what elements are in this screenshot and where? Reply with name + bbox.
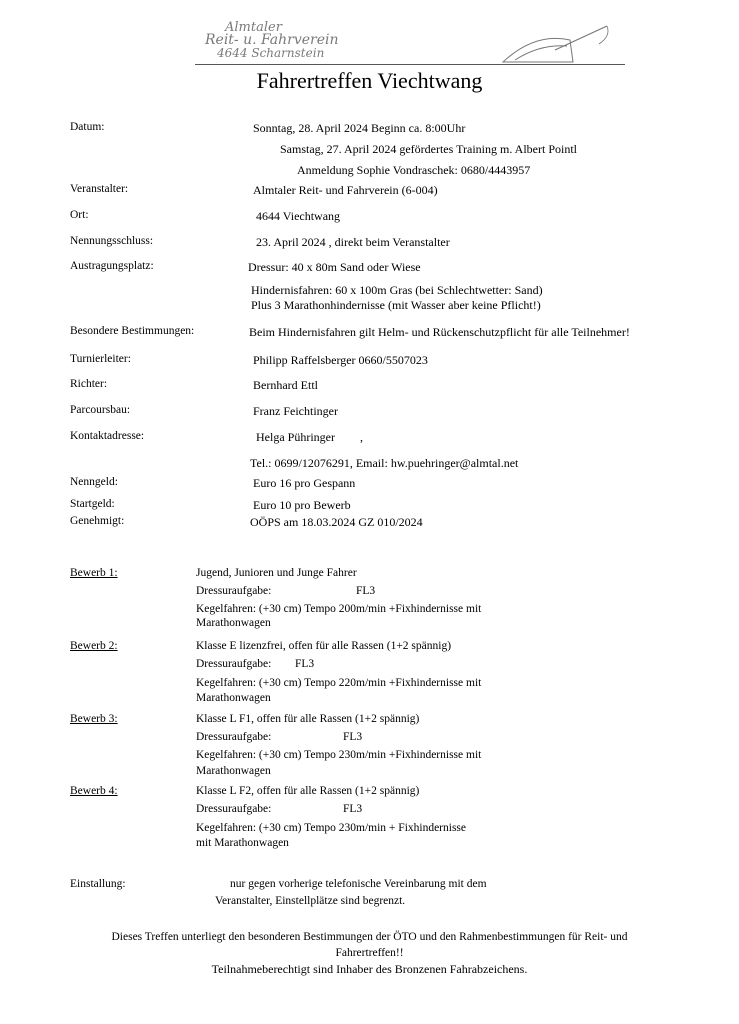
parcoursbau-label: Parcoursbau: <box>70 404 131 416</box>
bewerb-1-kegel-1: Kegelfahren: (+30 cm) Tempo 200m/min +Fixhindernisse mit <box>196 603 482 615</box>
bewerb-2-label: Bewerb 2: <box>70 640 118 652</box>
logo-text-line2: Reit- u. Fahrverein <box>205 32 339 48</box>
bewerb-2-kegel-1: Kegelfahren: (+30 cm) Tempo 220m/min +Fixhindernisse mit <box>196 677 482 689</box>
logo-text-line3: 4644 Scharnstein <box>217 46 325 60</box>
bewerb-4-label: Bewerb 4: <box>70 785 118 797</box>
nenngeld-label: Nenngeld: <box>70 476 118 488</box>
turnierleiter-value: Philipp Raffelsberger 0660/5507023 <box>253 353 428 367</box>
einstallung-value-1: nur gegen vorherige telefonische Vereinbarung mit dem <box>230 878 487 890</box>
turnierleiter-label: Turnierleiter: <box>70 353 131 365</box>
austragungsplatz-label: Austragungsplatz: <box>70 260 154 272</box>
nennungsschluss-label: Nennungsschluss: <box>70 235 154 247</box>
datum-label: Datum: <box>70 121 105 133</box>
datum-value-3: Anmeldung Sophie Vondraschek: 0680/4443957 <box>297 163 531 177</box>
startgeld-label: Startgeld: <box>70 498 115 510</box>
austragungsplatz-value-2: Hindernisfahren: 60 x 100m Gras (bei Schlechtwetter: Sand) <box>251 283 543 297</box>
header-divider <box>195 64 625 65</box>
bewerb-2-class: Klasse E lizenzfrei, offen für alle Rassen (1+2 spännig) <box>196 640 452 652</box>
carriage-whip-icon <box>495 22 615 64</box>
page-title: Fahrertreffen Viechtwang <box>256 68 483 93</box>
richter-value: Bernhard Ettl <box>253 378 318 392</box>
datum-value-2: Samstag, 27. April 2024 gefördertes Training m. Albert Pointl <box>280 142 577 156</box>
parcoursbau-value: Franz Feichtinger <box>253 404 338 418</box>
startgeld-value: Euro 10 pro Bewerb <box>253 498 351 512</box>
kontakt-value-phone-email: Tel.: 0699/12076291, Email: hw.puehringer@almtal.net <box>250 456 519 470</box>
genehmigt-label: Genehmigt: <box>70 515 125 527</box>
einstallung-label: Einstallung: <box>70 878 126 890</box>
besondere-value: Beim Hindernisfahren gilt Helm- und Rückenschutzpflicht für alle Teilnehmer! <box>249 325 630 339</box>
logo-text-line1: Almtaler <box>225 20 282 35</box>
kontakt-label: Kontaktadresse: <box>70 430 145 442</box>
bewerb-2-dressur-value: FL3 <box>295 658 315 670</box>
bewerb-4-kegel-2: mit Marathonwagen <box>196 837 289 849</box>
bewerb-4-dressur-value: FL3 <box>343 803 363 815</box>
bewerb-2-dressur-label: Dressuraufgabe: <box>196 658 272 670</box>
kontakt-value-name: Helga Pühringer <box>256 430 335 444</box>
nennungsschluss-value: 23. April 2024 , direkt beim Veranstalter <box>256 235 450 249</box>
austragungsplatz-value-3: Plus 3 Marathonhindernisse (mit Wasser aber keine Pflicht!) <box>251 298 541 312</box>
bewerb-3-dressur-label: Dressuraufgabe: <box>196 731 272 743</box>
footer-line-1: Dieses Treffen unterliegt den besonderen Bestimmungen der ÖTO und den Rahmenbestimmungen für Reit- und <box>111 931 628 943</box>
kontakt-value-separator: , <box>360 430 363 444</box>
bewerb-3-label: Bewerb 3: <box>70 713 118 725</box>
einstallung-value-2: Veranstalter, Einstellplätze sind begrenzt. <box>215 895 406 907</box>
veranstalter-value: Almtaler Reit- und Fahrverein (6-004) <box>253 183 438 197</box>
bewerb-1-dressur-label: Dressuraufgabe: <box>196 585 272 597</box>
bewerb-2-kegel-2: Marathonwagen <box>196 692 271 704</box>
footer-line-3: Teilnahmeberechtigt sind Inhaber des Bronzenen Fahrabzeichens. <box>211 962 528 976</box>
bewerb-4-kegel-1: Kegelfahren: (+30 cm) Tempo 230m/min + Fixhindernisse <box>196 822 467 834</box>
veranstalter-label: Veranstalter: <box>70 183 129 195</box>
bewerb-3-kegel-1: Kegelfahren: (+30 cm) Tempo 230m/min +Fixhindernisse mit <box>196 749 482 761</box>
bewerb-3-class: Klasse L F1, offen für alle Rassen (1+2 spännig) <box>196 713 420 725</box>
ort-label: Ort: <box>70 209 89 221</box>
bewerb-3-kegel-2: Marathonwagen <box>196 765 271 777</box>
club-logo <box>195 20 625 66</box>
ort-value: 4644 Viechtwang <box>256 209 341 223</box>
bewerb-3-dressur-value: FL3 <box>343 731 363 743</box>
nenngeld-value: Euro 16 pro Gespann <box>253 476 356 490</box>
richter-label: Richter: <box>70 378 108 390</box>
datum-value-1: Sonntag, 28. April 2024 Beginn ca. 8:00Uhr <box>253 121 466 135</box>
bewerb-4-class: Klasse L F2, offen für alle Rassen (1+2 spännig) <box>196 785 420 797</box>
besondere-label: Besondere Bestimmungen: <box>70 325 195 337</box>
austragungsplatz-value-1: Dressur: 40 x 80m Sand oder Wiese <box>248 260 421 274</box>
bewerb-1-class: Jugend, Junioren und Junge Fahrer <box>196 567 357 579</box>
bewerb-1-kegel-2: Marathonwagen <box>196 617 271 629</box>
footer-line-2: Fahrertreffen!! <box>335 947 404 959</box>
bewerb-1-label: Bewerb 1: <box>70 567 118 579</box>
bewerb-4-dressur-label: Dressuraufgabe: <box>196 803 272 815</box>
bewerb-1-dressur-value: FL3 <box>356 585 376 597</box>
genehmigt-value: OÖPS am 18.03.2024 GZ 010/2024 <box>250 515 423 529</box>
